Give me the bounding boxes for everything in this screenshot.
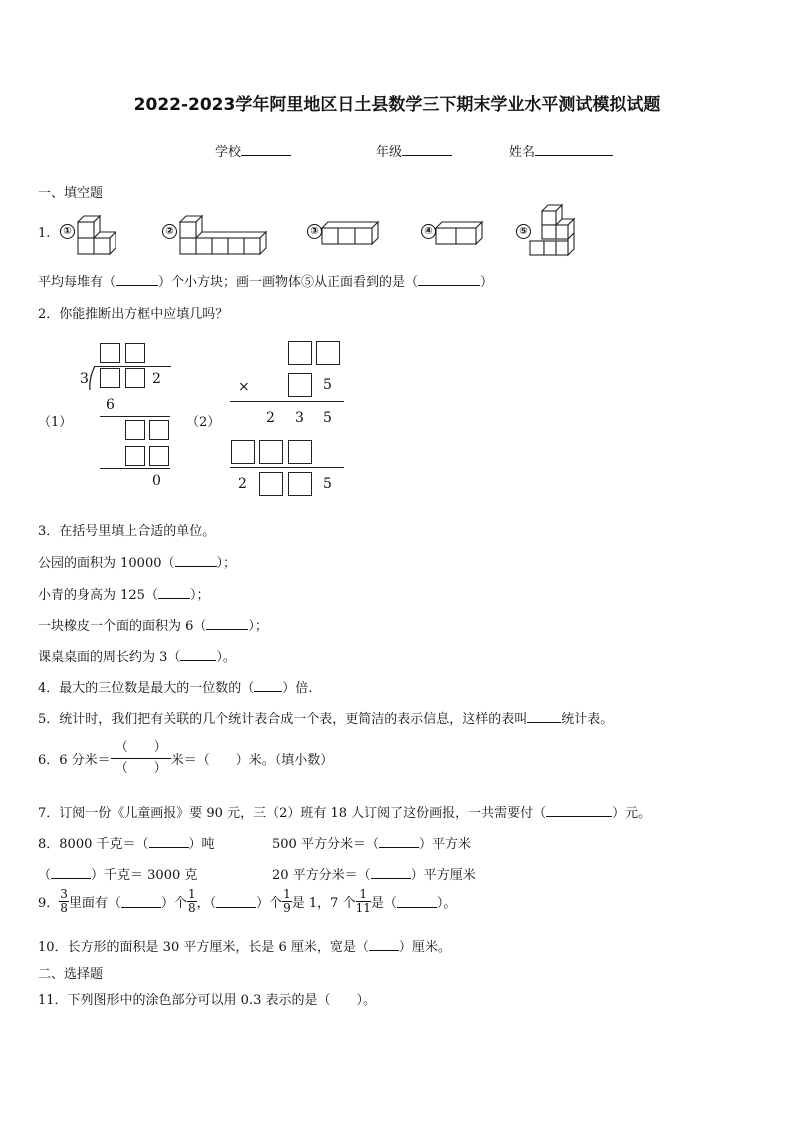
grade-field (376, 141, 452, 160)
q8-part-a: 8．8000 千克＝（ ）吨 (38, 837, 215, 852)
result-digit: 2 (238, 476, 247, 492)
q6-fraction (111, 738, 171, 779)
q6-text: 6．6 分米＝ （ ） （ ） 米＝（ ）米。（填小数） (38, 738, 333, 779)
grade-label: 年级 (376, 145, 403, 160)
fraction-1-9: $\frac{1}{9}$ (283, 887, 291, 915)
q8-blank-d[interactable] (371, 867, 411, 879)
q3-blank-1[interactable] (175, 555, 217, 567)
q8-part-d: 20 平方分米＝（ ）平方厘米 (272, 868, 476, 883)
q8-blank-a[interactable] (149, 836, 189, 848)
division-box (100, 343, 120, 363)
q7-text: 7．订阅一份《儿童画报》要 90 元，三（2）班有 18 人订阅了这份画报，一共需要付（ ）元。 (38, 806, 652, 821)
q1-number: 1. (38, 226, 51, 241)
q3-line-2: 小青的身高为 125（ ）； (38, 588, 210, 603)
long-division-figure (78, 340, 178, 500)
school-label: 学校 (215, 145, 242, 160)
q4-text: 4．最大的三位数是最大的一位数的（ ）倍. (38, 681, 313, 696)
multiplier-box (288, 373, 312, 397)
partial-digit: 3 (295, 410, 304, 426)
q2-label-1: （1） (38, 415, 73, 430)
q6-denominator-blank[interactable]: （ ） (114, 761, 167, 776)
page-title: 2022-2023学年阿里地区日土县数学三下期末学业水平测试模拟试题 (133, 95, 661, 115)
q11-text: 11．下列图形中的涂色部分可以用 0.3 表示的是（ ）。 (38, 993, 376, 1008)
q3-line-3: 一块橡皮一个面的面积为 6（ ）； (38, 619, 268, 634)
q1-blank-2[interactable] (418, 274, 480, 286)
division-box (100, 368, 120, 388)
q3-blank-4[interactable] (180, 649, 216, 661)
multiplier-digit: 5 (323, 377, 332, 393)
q4-blank[interactable] (254, 680, 282, 692)
q8-part-b: 500 平方分米＝（ ）平方米 (272, 837, 471, 852)
q9-blank-3[interactable] (397, 896, 437, 908)
section-fill-in: 一、填空题 (38, 186, 104, 201)
division-line (100, 416, 170, 417)
figure-label-2: ② (162, 224, 177, 239)
product-line (230, 401, 344, 402)
cube-stack-3 (320, 220, 380, 246)
name-label: 姓名 (509, 145, 536, 160)
q1-blank-1[interactable] (116, 274, 158, 286)
result-box (288, 472, 312, 496)
q7-blank[interactable] (546, 805, 612, 817)
result-digit: 5 (323, 476, 332, 492)
division-box (125, 420, 145, 440)
division-box (149, 420, 169, 440)
q1-text: 平均每堆有（ ）个小方块；画一画物体⑤从正面看到的是（ ） (38, 275, 494, 290)
partial-box (288, 440, 312, 464)
q3-line-1: 公园的面积为 10000（ ）； (38, 556, 237, 571)
fraction-3-8: $\frac{3}{8}$ (60, 887, 68, 915)
q6-numerator-blank[interactable]: （ ） (111, 738, 171, 759)
q2-label-2: （2） (186, 415, 221, 430)
q9-blank-2[interactable] (216, 896, 256, 908)
multiplicand-box (288, 341, 312, 365)
remainder-digit: 0 (152, 473, 161, 489)
multiplication-figure (226, 338, 350, 503)
result-box (259, 472, 283, 496)
result-line (230, 467, 344, 468)
division-line (100, 468, 170, 469)
fraction-1-11: $\frac{1}{11}$ (355, 887, 371, 915)
name-blank (535, 143, 613, 156)
partial-box (231, 440, 255, 464)
partial-box (259, 440, 283, 464)
section-multiple-choice: 二、选择题 (38, 967, 104, 982)
school-blank (241, 143, 291, 156)
cube-stack-1 (74, 210, 116, 256)
q5-blank[interactable] (527, 711, 561, 723)
fraction-1-8: $\frac{1}{8}$ (187, 887, 196, 915)
figure-label-1: ① (60, 224, 75, 239)
cube-stack-4 (434, 220, 484, 246)
times-sign: × (238, 379, 250, 395)
q3-text: 3．在括号里填上合适的单位。 (38, 524, 216, 539)
divisor-digit: 3 (80, 371, 89, 387)
q3-blank-2[interactable] (158, 587, 190, 599)
figure-label-4: ④ (421, 224, 436, 239)
q8-blank-b[interactable] (379, 836, 419, 848)
division-bracket (88, 366, 100, 390)
q5-text: 5．统计时，我们把有关联的几个统计表合成一个表，更简洁的表示信息，这样的表叫 统计表。 (38, 712, 614, 727)
product-digit: 6 (106, 397, 115, 413)
q3-line-4: 课桌桌面的周长约为 3（ ）。 (38, 650, 236, 665)
name-field (509, 141, 613, 160)
q3-blank-3[interactable] (206, 618, 248, 630)
q9-text: 9． $\frac{3}{8}$ 里面有（ ）个 $\frac{1}{8}$ ，（ ）个 $\frac{1}{9}$ 是 1，7 个 $\frac{1}{11}$ 是（ ）。 (38, 887, 457, 915)
q10-text: 10．长方形的面积是 30 平方厘米，长是 6 厘米，宽是（ ）厘米。 (38, 940, 451, 955)
cube-stack-5 (528, 203, 578, 259)
q8-blank-c[interactable] (51, 867, 91, 879)
school-field (215, 141, 291, 160)
partial-digit: 5 (323, 410, 332, 426)
cube-stack-2 (176, 210, 272, 256)
figure-label-3: ③ (307, 224, 322, 239)
partial-digit: 2 (266, 410, 275, 426)
q9-blank-1[interactable] (121, 896, 161, 908)
q10-blank[interactable] (369, 939, 399, 951)
division-bar (95, 366, 171, 367)
q8-part-c: （ ）千克＝ 3000 克 (38, 868, 198, 883)
division-box (125, 368, 145, 388)
multiplicand-box (316, 341, 340, 365)
division-box (125, 343, 145, 363)
grade-blank (402, 143, 452, 156)
dividend-digit: 2 (152, 371, 161, 387)
figure-label-5: ⑤ (516, 224, 531, 239)
q2-text: 2．你能推断出方框中应填几吗？ (38, 307, 229, 322)
division-box (125, 446, 145, 466)
division-box (149, 446, 169, 466)
